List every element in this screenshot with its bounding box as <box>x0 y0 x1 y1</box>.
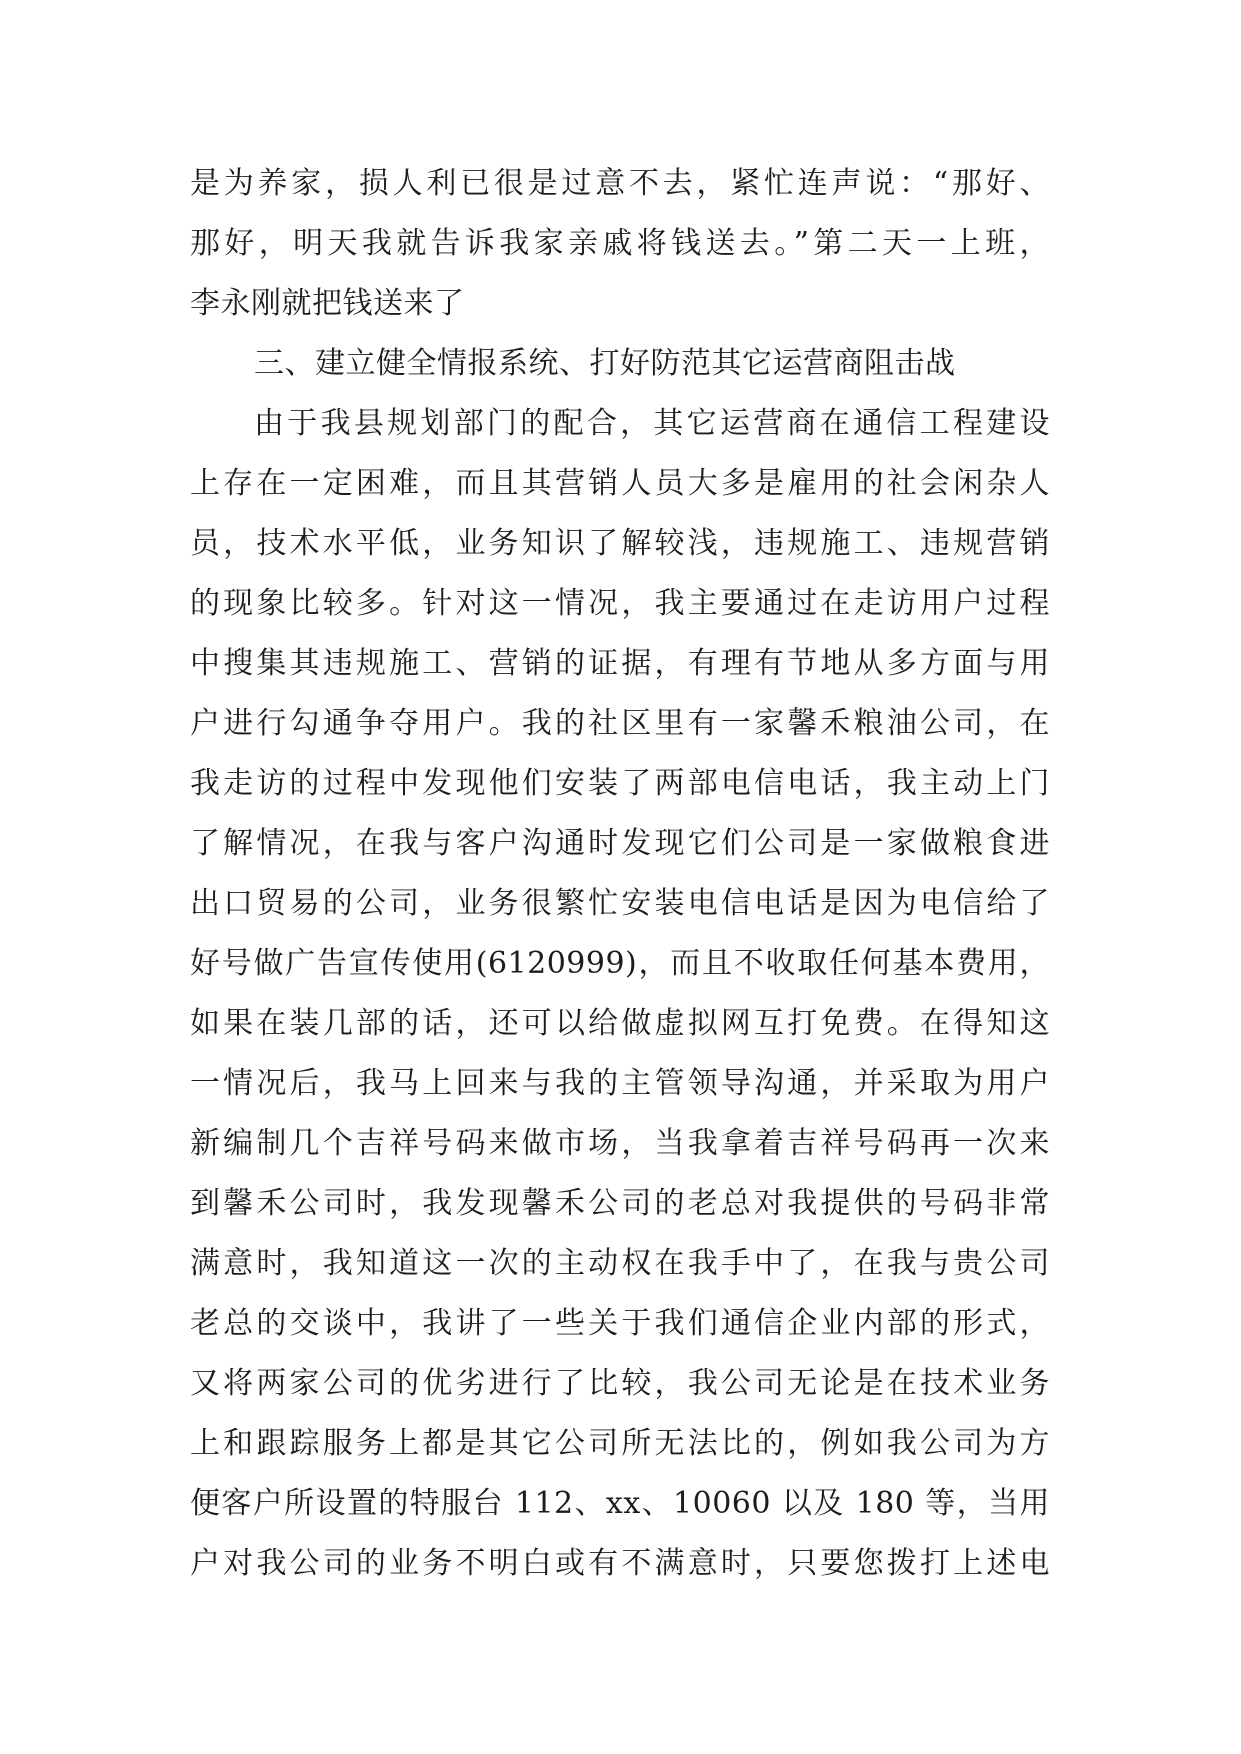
text-line: 老总的交谈中，我讲了一些关于我们通信企业内部的形式， <box>190 1306 1050 1341</box>
text-line: 新编制几个吉祥号码来做市场，当我拿着吉祥号码再一次来 <box>190 1126 1050 1161</box>
text-line: 一情况后，我马上回来与我的主管领导沟通，并采取为用户 <box>190 1066 1050 1101</box>
text-line: 的现象比较多。针对这一情况，我主要通过在走访用户过程 <box>190 586 1050 621</box>
section-heading: 三、建立健全情报系统、打好防范其它运营商阻击战 <box>254 346 956 381</box>
text-line: 李永刚就把钱送来了 <box>190 286 465 321</box>
text-line: 那好，明天我就告诉我家亲戚将钱送去。”第二天一上班， <box>190 226 1050 261</box>
text-line: 是为养家，损人利已很是过意不去，紧忙连声说：“那好、 <box>190 166 1050 201</box>
text-line: 出口贸易的公司，业务很繁忙安装电信电话是因为电信给了 <box>190 886 1050 921</box>
text-line: 满意时，我知道这一次的主动权在我手中了，在我与贵公司 <box>190 1246 1050 1281</box>
text-line: 好号做广告宣传使用(6120999)，而且不收取任何基本费用， <box>190 946 1050 981</box>
text-line: 户进行勾通争夺用户。我的社区里有一家馨禾粮油公司，在 <box>190 706 1050 741</box>
text-line: 上和跟踪服务上都是其它公司所无法比的，例如我公司为方 <box>190 1426 1050 1461</box>
text-line: 便客户所设置的特服台 112、xx、10060 以及 180 等，当用 <box>190 1486 1050 1521</box>
text-line: 到馨禾公司时，我发现馨禾公司的老总对我提供的号码非常 <box>190 1186 1050 1221</box>
body-text <box>190 154 1050 1594</box>
text-line: 由于我县规划部门的配合，其它运营商在通信工程建设 <box>254 406 1050 441</box>
text-line: 户对我公司的业务不明白或有不满意时，只要您拨打上述电 <box>190 1546 1050 1581</box>
text-line: 中搜集其违规施工、营销的证据，有理有节地从多方面与用 <box>190 646 1050 681</box>
text-line: 员，技术水平低，业务知识了解较浅，违规施工、违规营销 <box>190 526 1050 561</box>
text-line: 上存在一定困难，而且其营销人员大多是雇用的社会闲杂人 <box>190 466 1050 501</box>
text-line: 了解情况，在我与客户沟通时发现它们公司是一家做粮食进 <box>190 826 1050 861</box>
text-line: 如果在装几部的话，还可以给做虚拟网互打免费。在得知这 <box>190 1006 1050 1041</box>
text-line: 我走访的过程中发现他们安装了两部电信电话，我主动上门 <box>190 766 1050 801</box>
text-line: 又将两家公司的优劣进行了比较，我公司无论是在技术业务 <box>190 1366 1050 1401</box>
